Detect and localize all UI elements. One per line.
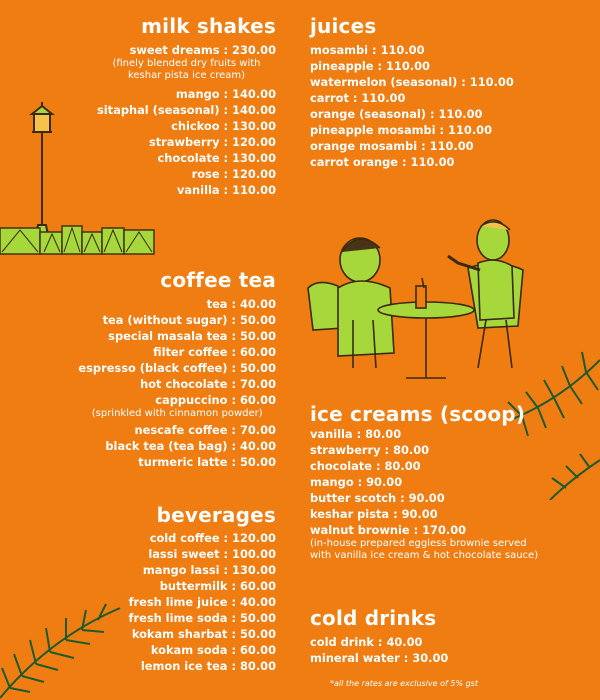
menu-item: strawberry : 120.00 (148, 135, 276, 149)
menu-item: butter scotch : 90.00 (310, 491, 445, 505)
menu-item: carrot : 110.00 (310, 91, 406, 105)
menu-item: watermelon (seasonal) : 110.00 (310, 75, 514, 89)
coffee-tea-list (78, 296, 276, 470)
menu-item: strawberry : 80.00 (310, 443, 430, 457)
menu-item: mango : 140.00 (175, 87, 276, 101)
menu-item: walnut brownie : 170.00 (310, 523, 467, 537)
menu-item: tea : 40.00 (206, 297, 276, 311)
beverages-list (129, 530, 276, 674)
menu-item: chocolate : 80.00 (310, 459, 421, 473)
menu-item: vanilla : 80.00 (310, 427, 402, 441)
fence-icon (0, 218, 160, 258)
menu-item: mango : 90.00 (310, 475, 403, 489)
menu-item: turmeric latte : 50.00 (138, 455, 276, 469)
menu-item-note: with vanilla ice cream & hot chocolate sauce) (310, 550, 539, 561)
menu-item: black tea (tea bag) : 40.00 (105, 439, 276, 453)
palm-leaves-left-icon (0, 588, 140, 700)
menu-item: rose : 120.00 (191, 167, 276, 181)
menu-item: pineapple mosambi : 110.00 (310, 123, 493, 137)
menu-item: kokam sharbat : 50.00 (131, 627, 276, 641)
menu-item: lemon ice tea : 80.00 (140, 659, 276, 673)
menu-item: filter coffee : 60.00 (153, 345, 276, 359)
menu-item: cold coffee : 120.00 (149, 531, 276, 545)
menu-item: mineral water : 30.00 (310, 651, 449, 665)
menu-item: hot chocolate : 70.00 (140, 377, 276, 391)
menu-item: kokam soda : 60.00 (150, 643, 276, 657)
menu-item: fresh lime soda : 50.00 (128, 611, 276, 625)
milk-shakes-title: milk shakes (141, 14, 276, 38)
menu-item: lassi sweet : 100.00 (148, 547, 276, 561)
menu-item: fresh lime juice : 40.00 (128, 595, 276, 609)
menu-item: cold drink : 40.00 (310, 635, 423, 649)
menu-item: espresso (black coffee) : 50.00 (78, 361, 276, 375)
menu-item-note: keshar pista ice cream) (127, 70, 246, 81)
menu-item: special masala tea : 50.00 (108, 329, 276, 343)
cold-drinks-list (310, 634, 448, 666)
coffee-tea-title: coffee tea (160, 268, 276, 292)
menu-item: sitaphal (seasonal) : 140.00 (97, 103, 276, 117)
menu-item: vanilla : 110.00 (176, 183, 276, 197)
menu-item: keshar pista : 90.00 (310, 507, 438, 521)
cold-drinks-title: cold drinks (310, 606, 437, 630)
menu-item: pineapple : 110.00 (310, 59, 430, 73)
menu-item: buttermilk : 60.00 (159, 579, 276, 593)
beverages-title: beverages (156, 503, 276, 527)
menu-item: cappuccino : 60.00 (155, 393, 276, 407)
milk-shakes-list (97, 42, 276, 198)
menu-item: carrot orange : 110.00 (310, 155, 455, 169)
menu-item: sweet dreams : 230.00 (129, 43, 276, 57)
ice-creams-title: ice creams (scoop) (310, 402, 526, 426)
menu-item: chickoo : 130.00 (171, 119, 276, 133)
gst-footnote: *all the rates are exclusive of 5% gst (330, 679, 478, 688)
juices-title: juices (310, 14, 377, 38)
menu-item-note: (sprinkled with cinnamon powder) (91, 408, 263, 419)
juices-list (310, 42, 514, 170)
menu-item: orange mosambi : 110.00 (310, 139, 474, 153)
menu-item: mango lassi : 130.00 (142, 563, 276, 577)
menu-item: mosambi : 110.00 (310, 43, 425, 57)
menu-item-note: (in-house prepared eggless brownie served (310, 538, 527, 549)
menu-item: orange (seasonal) : 110.00 (310, 107, 483, 121)
menu-item: nescafe coffee : 70.00 (134, 423, 276, 437)
ice-creams-list (310, 426, 538, 562)
menu-item-note: (finely blended dry fruits with (112, 58, 261, 69)
menu-item: tea (without sugar) : 50.00 (102, 313, 276, 327)
menu-item: chocolate : 130.00 (157, 151, 276, 165)
